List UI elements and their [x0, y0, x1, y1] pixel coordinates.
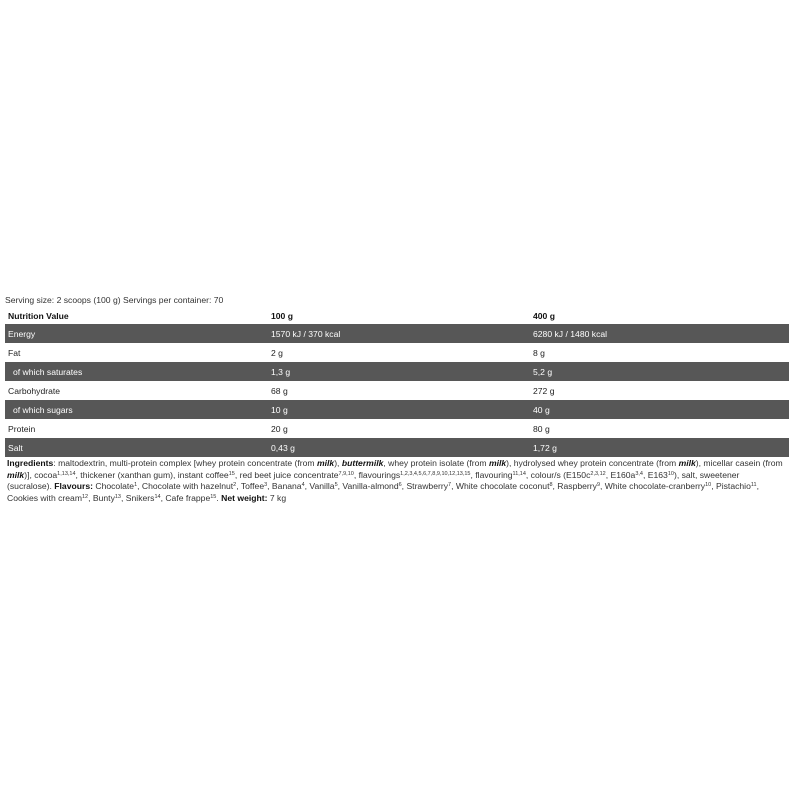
allergen-milk: milk: [316, 458, 335, 468]
table-row: [5, 362, 789, 381]
row-value-400g: 1,72 g: [530, 438, 789, 457]
row-value-100g: 1570 kJ / 370 kcal: [268, 324, 530, 343]
footnote-ref: 8: [549, 482, 553, 489]
footnote-ref: 11: [750, 482, 757, 489]
footnote-ref: 3,4: [635, 470, 643, 477]
flavours-heading: Flavours:: [54, 481, 93, 492]
row-value-400g: 6280 kJ / 1480 kcal: [530, 324, 789, 343]
footnote-ref: 13: [114, 493, 121, 500]
footnote-ref: 14: [154, 493, 161, 500]
footnote-ref: 9: [596, 482, 601, 489]
table-row: [5, 419, 789, 438]
net-weight-heading: Net weight:: [221, 492, 268, 503]
row-value-100g: 68 g: [271, 385, 288, 396]
row-value-400g: 80 g: [533, 423, 550, 434]
nutrition-table: [5, 308, 789, 457]
row-value-100g: 10 g: [268, 400, 530, 419]
header-nutrition-value: Nutrition Value: [8, 311, 69, 321]
table-row: [5, 381, 789, 400]
allergen-buttermilk: buttermilk: [341, 458, 384, 468]
footnote-ref: 5: [334, 482, 338, 489]
footnote-ref: 10: [705, 482, 712, 489]
allergen-milk: milk: [488, 458, 507, 468]
allergen-milk: milk: [7, 469, 25, 480]
header-100g: 100 g: [271, 311, 293, 321]
row-value-400g: 272 g: [533, 385, 555, 396]
row-label: of which saturates: [5, 362, 268, 381]
footnote-ref: 1,13,14: [57, 470, 76, 477]
allergen-milk: milk: [678, 458, 696, 468]
footnote-ref: 7: [448, 482, 452, 489]
row-label: Protein: [8, 423, 36, 434]
serving-info: Serving size: 2 scoops (100 g) Servings per container: 70: [5, 295, 224, 305]
table-row: [5, 324, 789, 343]
footnote-ref: 3: [264, 482, 268, 489]
table-row: [5, 400, 789, 419]
footnote-ref: 1: [134, 482, 138, 489]
row-label: Energy: [5, 324, 268, 343]
footnote-ref: 2: [233, 482, 237, 489]
row-value-400g: 8 g: [533, 347, 545, 358]
row-label: of which sugars: [5, 400, 268, 419]
row-label: Salt: [5, 438, 268, 457]
footnote-ref: 11,14: [512, 470, 526, 477]
table-row: [5, 343, 789, 362]
row-value-400g: 5,2 g: [530, 362, 789, 381]
row-label: Fat: [8, 347, 21, 358]
footnote-ref: 12: [81, 493, 89, 500]
footnote-ref: 15: [210, 493, 217, 500]
ingredients-text: Ingredients: maltodextrin, multi-protein complex [whey protein concentrate (from milk), buttermilk, whey protein isolate (from milk), hydrolysed whey protein concentrate (from milk), micellar casein (from milk)], cocoa$^{1,13,14}$, thickener (xanthan gum), instant coffee$^{15}$, red beet juice concentrate$^{7,9,10}$, flavourings$^{1,2,3,4,5,6,7,8,9,10,12,13,15}$, flavouring$^{11,14}$, colour/s ($E150c^{2,3,12}$, $E160a^{3,4}$, $E163^{10}$), salt, sweetener (sucralose). Flavours: Chocolate$^1$, Chocolate with hazelnut$^2$, Toffee$^3$, Banana$^4$, Vanilla$^5$, Vanilla-almond$^6$, Strawberry$^7$, White chocolate coconut$^8$, Raspberry$^9$, White chocolate-cranberry$^{10}$, Pistachio$^{11}$, Cookies with cream$^{12}$, Bunty$^{13}$, Snikers$^{14}$, Cafe frappe$^{15}$. Net weight: 7 kg: [7, 458, 783, 503]
footnote-ref: 15: [228, 470, 235, 477]
row-value-400g: 40 g: [530, 400, 789, 419]
row-value-100g: 1,3 g: [268, 362, 530, 381]
row-value-100g: 2 g: [271, 347, 283, 358]
header-400g: 400 g: [533, 311, 555, 321]
net-weight-value: 7 kg: [267, 492, 287, 503]
row-value-100g: 0,43 g: [268, 438, 530, 457]
table-row: [5, 438, 789, 457]
row-value-100g: 20 g: [271, 423, 288, 434]
ingredients-heading: Ingredients: [7, 458, 54, 468]
row-label: Carbohydrate: [8, 385, 61, 396]
footnote-ref: 10: [667, 470, 674, 477]
nutrition-panel: [5, 294, 789, 504]
footnote-ref: 2,3,12: [590, 470, 606, 477]
footnote-ref: 6: [398, 482, 402, 489]
footnote-ref: 1,2,3,4,5,6,7,8,9,10,12,13,15: [400, 470, 471, 477]
footnote-ref: 4: [301, 482, 305, 489]
table-header: [5, 308, 789, 324]
footnote-ref: 7,9,10: [338, 470, 354, 477]
